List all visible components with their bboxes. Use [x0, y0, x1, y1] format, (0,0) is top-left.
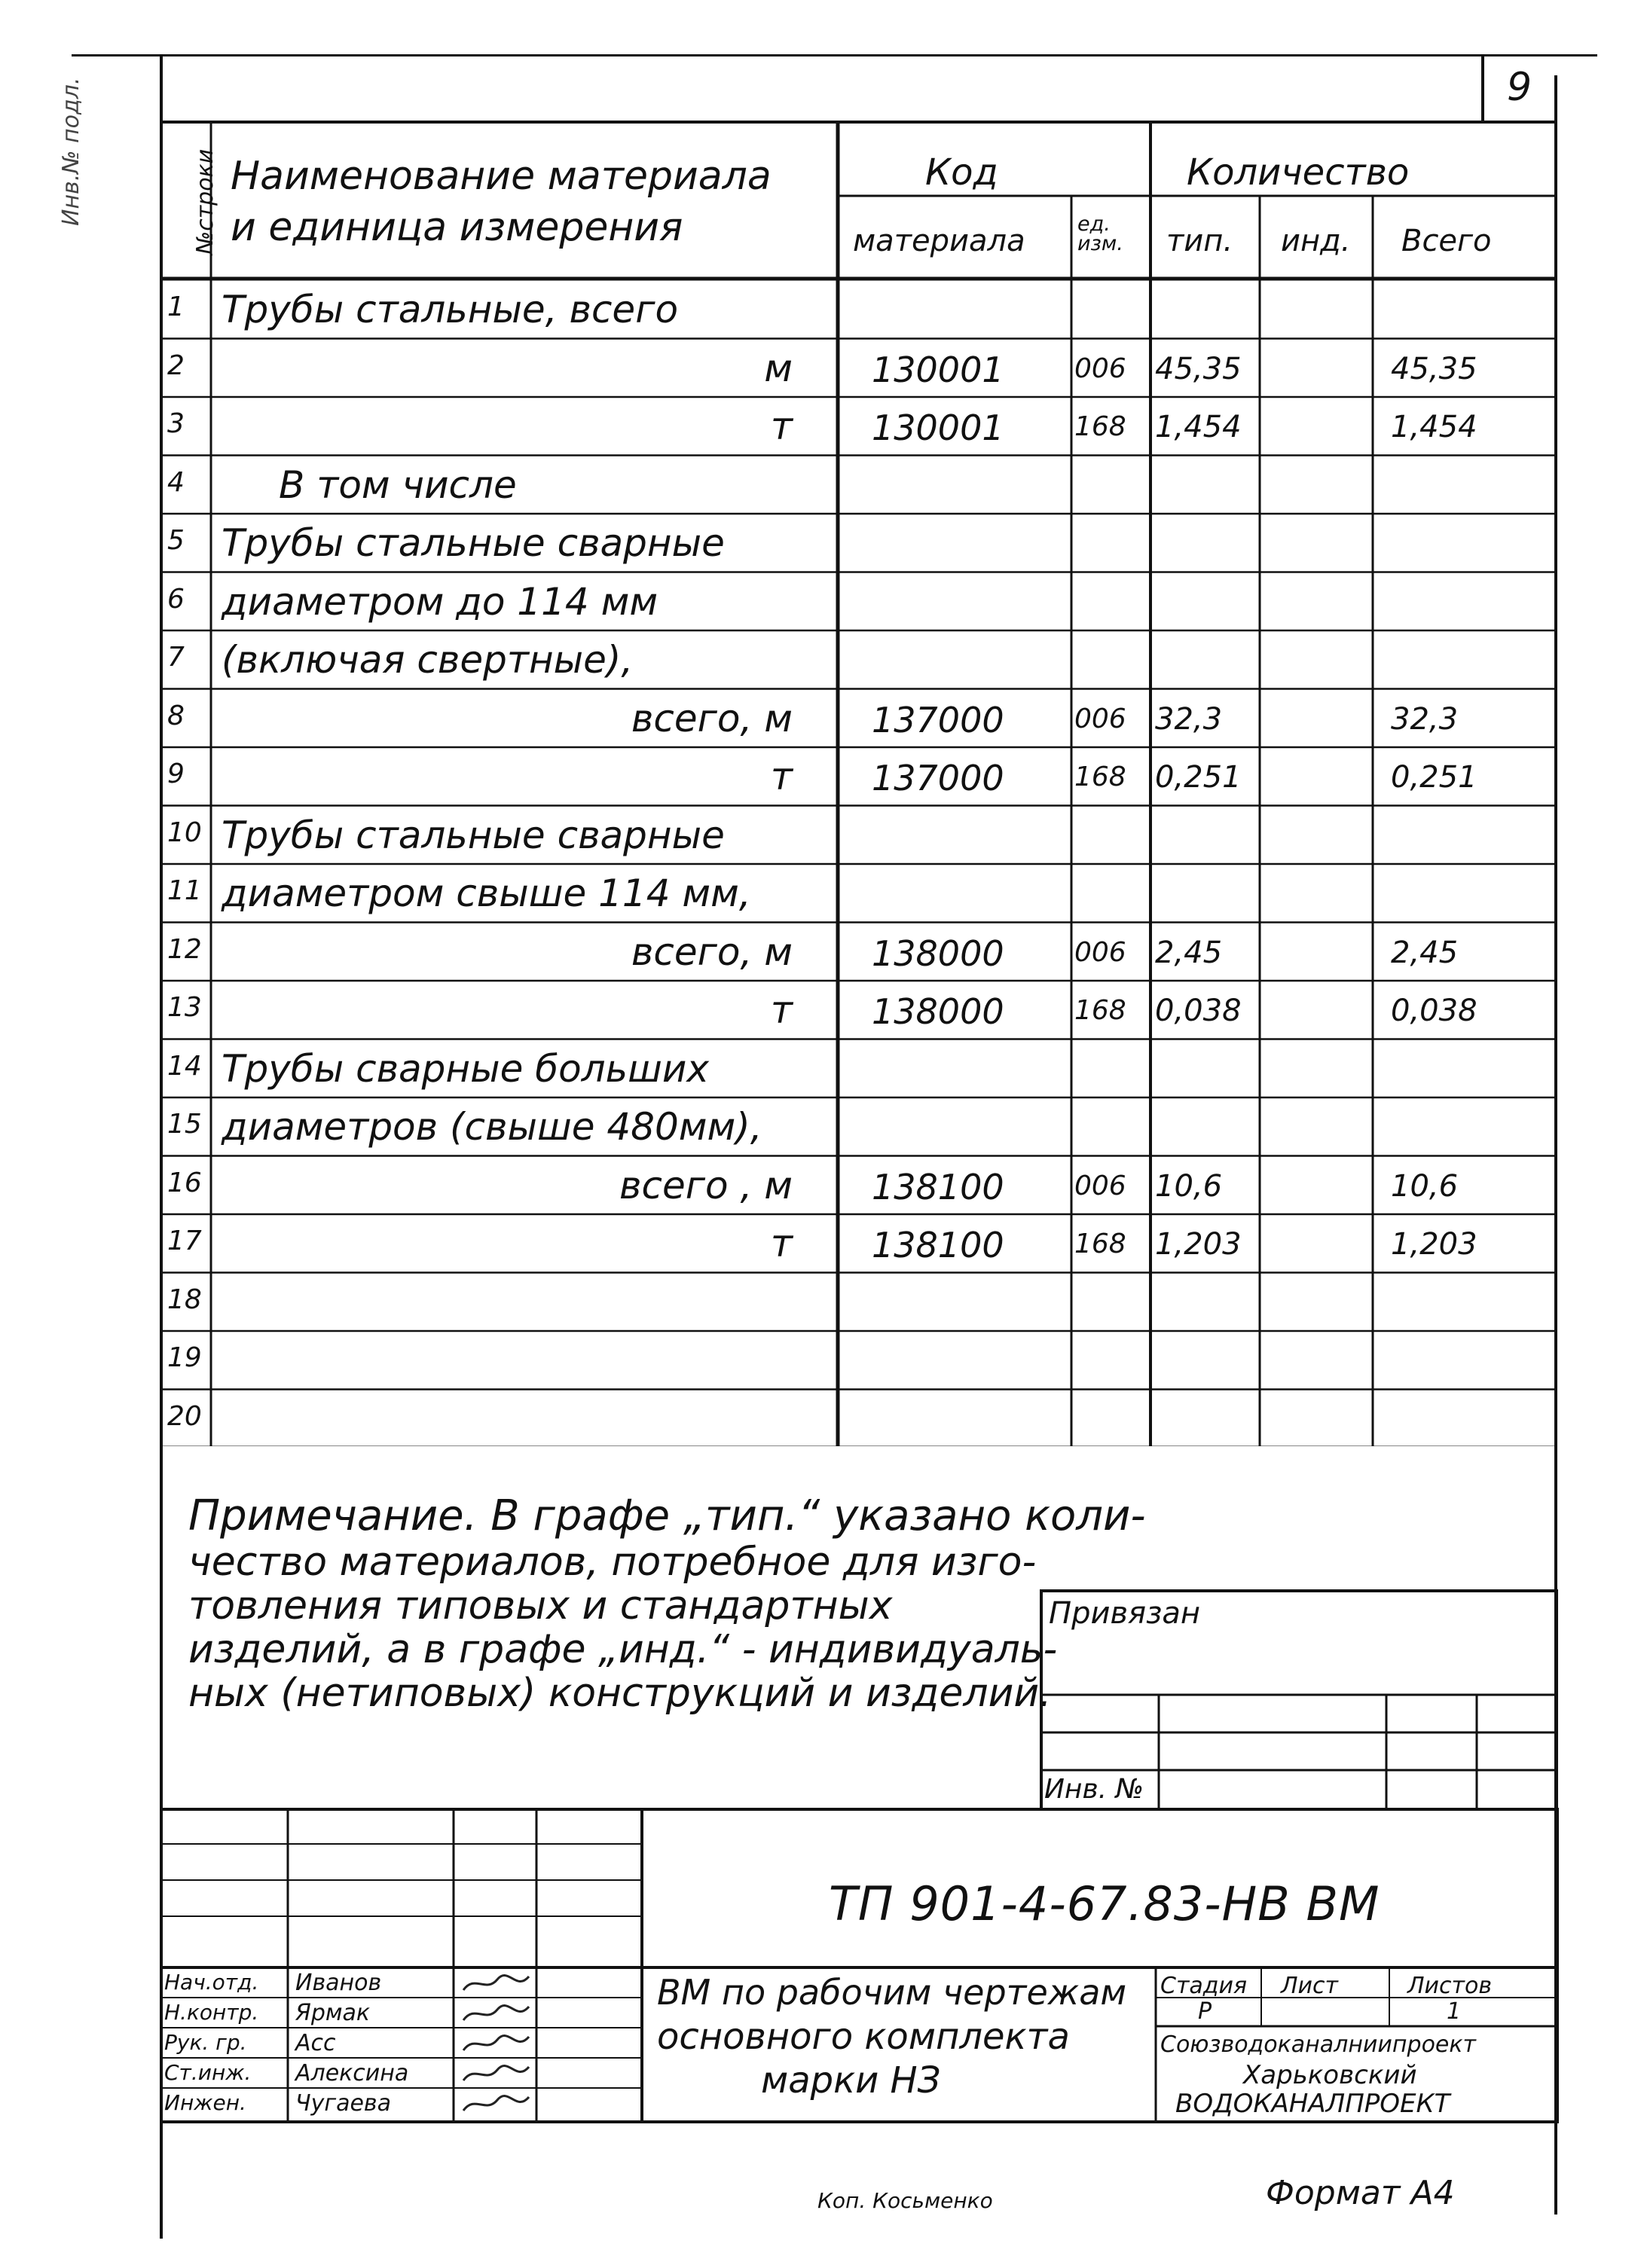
qty-total: 1,203 — [1391, 1227, 1477, 1262]
privyazan-label: Привязан — [1049, 1596, 1201, 1631]
format-label: Формат А4 — [1266, 2174, 1455, 2212]
qty-total: 0,251 — [1391, 760, 1477, 795]
qty-total: 1,454 — [1391, 410, 1477, 444]
unit-code: 006 — [1074, 1170, 1126, 1201]
row-name: всего, м — [631, 929, 793, 974]
signer-name: Иванов — [295, 1970, 382, 1996]
name-header-2: и единица измерения — [231, 205, 683, 250]
code-header: Код — [925, 151, 998, 194]
signature-mark — [460, 2001, 535, 2028]
row-number: 8 — [167, 700, 185, 731]
material-code: 138100 — [872, 1166, 1004, 1207]
qty-typ: 1,203 — [1155, 1227, 1242, 1262]
name-header-1: Наименование материала — [231, 154, 772, 199]
org-line-1: Союзводоканалниипроект — [1160, 2031, 1476, 2058]
signer-name: Чугаева — [295, 2090, 391, 2117]
signer-role: Инжен. — [164, 2090, 246, 2115]
row-number: 17 — [167, 1226, 202, 1256]
signer-name: Асс — [295, 2030, 336, 2056]
row-name: Трубы стальные сварные — [222, 813, 725, 857]
row-name: Трубы сварные больших — [222, 1046, 709, 1091]
row-name: Трубы стальные сварные — [222, 521, 725, 565]
qty-total: 32,3 — [1391, 701, 1459, 737]
row-number: 2 — [167, 350, 185, 381]
stage-label: Стадия — [1160, 1973, 1248, 1999]
row-number: 5 — [167, 525, 185, 556]
description-3: марки НЗ — [761, 2059, 941, 2102]
row-name: т — [770, 988, 793, 1032]
qty-typ: 45,35 — [1155, 351, 1242, 386]
row-number: 11 — [167, 875, 202, 906]
material-code: 137000 — [872, 699, 1004, 740]
material-code: 138000 — [872, 933, 1004, 974]
signature-mark — [460, 2061, 535, 2088]
signature-mark — [460, 2031, 535, 2058]
signer-name: Ярмак — [295, 2000, 371, 2026]
typ-header: тип. — [1166, 224, 1233, 258]
sheets-value: 1 — [1447, 1998, 1462, 2025]
note-line-2: чество материалов, потребное для изго- — [188, 1540, 1037, 1585]
row-number: 7 — [167, 642, 185, 673]
signature-mark — [460, 2091, 535, 2118]
qty-total: 0,038 — [1391, 994, 1477, 1028]
qty-typ: 2,45 — [1155, 935, 1223, 970]
row-name: диаметров (свыше 480мм), — [222, 1105, 762, 1149]
row-name: всего , м — [619, 1163, 793, 1207]
unit-code: 006 — [1074, 703, 1126, 734]
row-name: т — [770, 404, 793, 448]
total-header: Всего — [1401, 224, 1492, 258]
row-number: 19 — [167, 1342, 202, 1373]
row-name: м — [764, 346, 793, 390]
material-code: 130001 — [872, 349, 1004, 390]
row-number: 9 — [167, 759, 185, 789]
signature-mark — [460, 1970, 535, 1998]
row-number: 3 — [167, 408, 185, 439]
unit-code: 168 — [1074, 762, 1126, 792]
row-name: всего, м — [631, 696, 793, 740]
row-number: 13 — [167, 992, 202, 1023]
side-note: Инв.№ подл. — [58, 77, 84, 226]
signer-role: Рук. гр. — [164, 2030, 247, 2055]
qty-typ: 32,3 — [1155, 701, 1223, 737]
material-code: 138000 — [872, 991, 1004, 1032]
qty-total: 45,35 — [1391, 351, 1477, 386]
note-line-1: Примечание. В графе „тип.“ указано коли- — [188, 1491, 1146, 1540]
signer-role: Н.контр. — [164, 2000, 259, 2025]
material-code: 130001 — [872, 408, 1004, 448]
signer-role: Нач.отд. — [164, 1970, 259, 1995]
qty-total: 2,45 — [1391, 935, 1459, 970]
unit-code: 168 — [1074, 411, 1126, 442]
org-line-2: Харьковский — [1243, 2060, 1417, 2090]
page-number: 9 — [1507, 65, 1532, 110]
org-line-3: ВОДОКАНАЛПРОЕКТ — [1175, 2089, 1450, 2119]
row-name: Трубы стальные, всего — [222, 288, 679, 331]
qty-typ: 10,6 — [1155, 1168, 1223, 1204]
row-number: 20 — [167, 1400, 202, 1432]
unit-code: 006 — [1074, 936, 1126, 968]
rows-label: №строки — [192, 148, 218, 255]
row-name: В том числе — [279, 462, 517, 507]
row-number: 18 — [167, 1284, 202, 1315]
row-name: т — [770, 1222, 793, 1265]
row-number: 15 — [167, 1109, 202, 1140]
sheet-label: Лист — [1281, 1973, 1339, 1999]
note-line-5: ных (нетиповых) конструкций и изделий. — [188, 1671, 1052, 1716]
unit-code: 168 — [1074, 995, 1126, 1026]
qty-typ: 0,038 — [1155, 994, 1242, 1028]
row-number: 10 — [167, 817, 202, 848]
unit-code: 006 — [1074, 353, 1126, 384]
qty-typ: 1,454 — [1155, 410, 1242, 444]
material-code: 138100 — [872, 1225, 1004, 1265]
sheets-label: Листов — [1407, 1973, 1493, 1999]
qty-typ: 0,251 — [1155, 760, 1242, 795]
inv-number-label: Инв. № — [1044, 1774, 1144, 1805]
row-number: 12 — [167, 933, 202, 965]
ind-header: инд. — [1281, 224, 1351, 258]
qty-total: 10,6 — [1391, 1168, 1459, 1204]
row-number: 14 — [167, 1050, 202, 1082]
qty-header: Количество — [1187, 151, 1410, 194]
unit-header: ед. изм. — [1077, 212, 1123, 255]
copied-by: Коп. Косьменко — [817, 2188, 993, 2213]
material-header: материала — [853, 224, 1025, 258]
description-2: основного комплекта — [657, 2016, 1070, 2058]
row-number: 1 — [167, 292, 185, 322]
description-1: ВМ по рабочим чертежам — [657, 1972, 1127, 2013]
row-name: т — [770, 755, 793, 798]
row-name: диаметром до 114 мм — [222, 579, 658, 624]
doc-code: ТП 901-4-67.83-НВ ВМ — [829, 1876, 1380, 1931]
material-code: 137000 — [872, 758, 1004, 798]
row-number: 16 — [167, 1167, 202, 1198]
signer-role: Ст.инж. — [164, 2060, 252, 2085]
note-line-4: изделий, а в графе „инд.“ - индивидуаль- — [188, 1627, 1058, 1672]
unit-code: 168 — [1074, 1229, 1126, 1259]
signer-name: Алексина — [295, 2060, 409, 2086]
stage-value: Р — [1198, 1998, 1212, 2025]
note-line-3: товления типовых и стандартных — [188, 1583, 893, 1629]
row-name: (включая свертные), — [222, 638, 634, 682]
row-name: диаметром свыше 114 мм, — [222, 871, 751, 915]
row-number: 6 — [167, 583, 185, 615]
row-number: 4 — [167, 466, 185, 498]
